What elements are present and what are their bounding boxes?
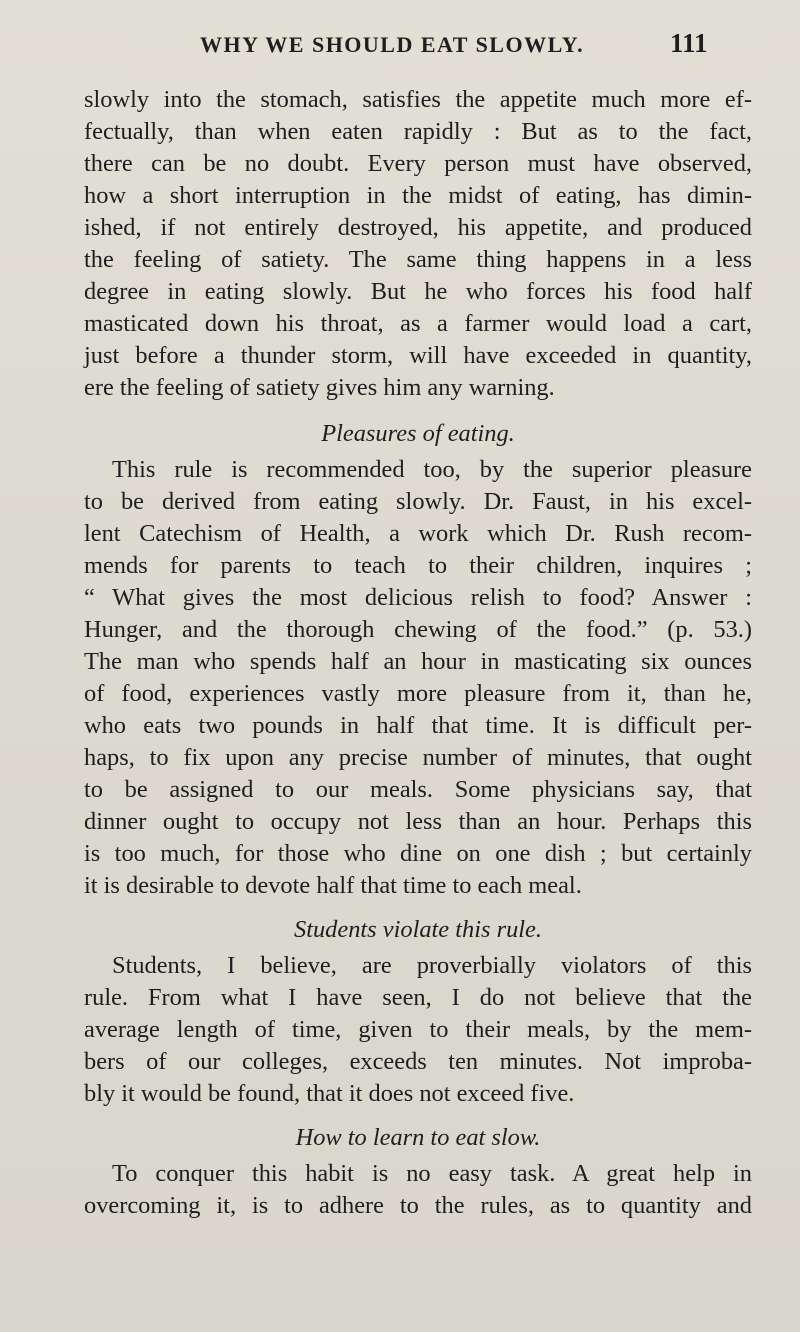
paragraph-4 [84,1158,752,1222]
text-line: lent Catechism of Health, a work which Dr. Rush recom- [84,520,752,547]
text-line: mends for parents to teach to their children, inquires ; [84,552,752,579]
text-line: fectually, than when eaten rapidly : But as to the fact, [84,118,752,145]
paragraph-3 [84,950,752,1110]
text-line: just before a thunder storm, will have exceeded in quantity, [84,342,752,369]
section-heading-students: Students violate this rule. [294,916,542,943]
text-line: who eats two pounds in half that time. It is difficult per- [84,712,752,739]
text-line: rule. From what I have seen, I do not believe that the [84,984,752,1011]
text-line: of food, experiences vastly more pleasure from it, than he, [84,680,752,707]
text-line: degree in eating slowly. But he who forces his food half [84,278,752,305]
section-heading-how-to: How to learn to eat slow. [295,1124,541,1151]
body-text [84,84,752,1222]
text-line: average length of time, given to their meals, by the mem- [84,1016,752,1043]
text-line: is too much, for those who dine on one dish ; but certainly [84,840,752,867]
text-line: Students, I believe, are proverbially violators of this [112,952,752,979]
text-line: haps, to fix upon any precise number of minutes, that ought [84,744,752,771]
text-line: ere the feeling of satiety gives him any warning. [84,374,555,401]
text-line: bers of our colleges, exceeds ten minutes. Not improba- [84,1048,752,1075]
text-line: The man who spends half an hour in masticating six ounces [84,648,752,675]
page-header [200,28,760,72]
text-line: dinner ought to occupy not less than an hour. Perhaps this [84,808,752,835]
text-line: This rule is recommended too, by the superior pleasure [112,456,752,483]
section-heading-pleasures: Pleasures of eating. [321,420,515,447]
paragraph-2 [84,454,752,902]
text-line: to be assigned to our meals. Some physicians say, that [84,776,752,803]
text-line: the feeling of satiety. The same thing happens in a less [84,246,752,273]
text-line: masticated down his throat, as a farmer would load a cart, [84,310,752,337]
text-line: bly it would be found, that it does not exceed five. [84,1080,575,1107]
paragraph-1 [84,84,752,404]
text-line: how a short interruption in the midst of eating, has dimin- [84,182,752,209]
running-title: WHY WE SHOULD EAT SLOWLY. [200,32,585,57]
text-line: to be derived from eating slowly. Dr. Faust, in his excel- [84,488,752,515]
text-line: there can be no doubt. Every person must have observed, [84,150,752,177]
text-line: overcoming it, is to adhere to the rules, as to quantity and [84,1192,752,1219]
page-number: 111 [670,28,708,58]
text-line: slowly into the stomach, satisfies the appetite much more ef- [84,86,752,113]
text-line: “ What gives the most delicious relish to food? Answer : [84,584,752,611]
text-line: To conquer this habit is no easy task. A great help in [112,1160,752,1187]
text-line: ished, if not entirely destroyed, his appetite, and produced [84,214,752,241]
text-line: it is desirable to devote half that time to each meal. [84,872,582,899]
text-line: Hunger, and the thorough chewing of the food.” (p. 53.) [84,616,752,643]
